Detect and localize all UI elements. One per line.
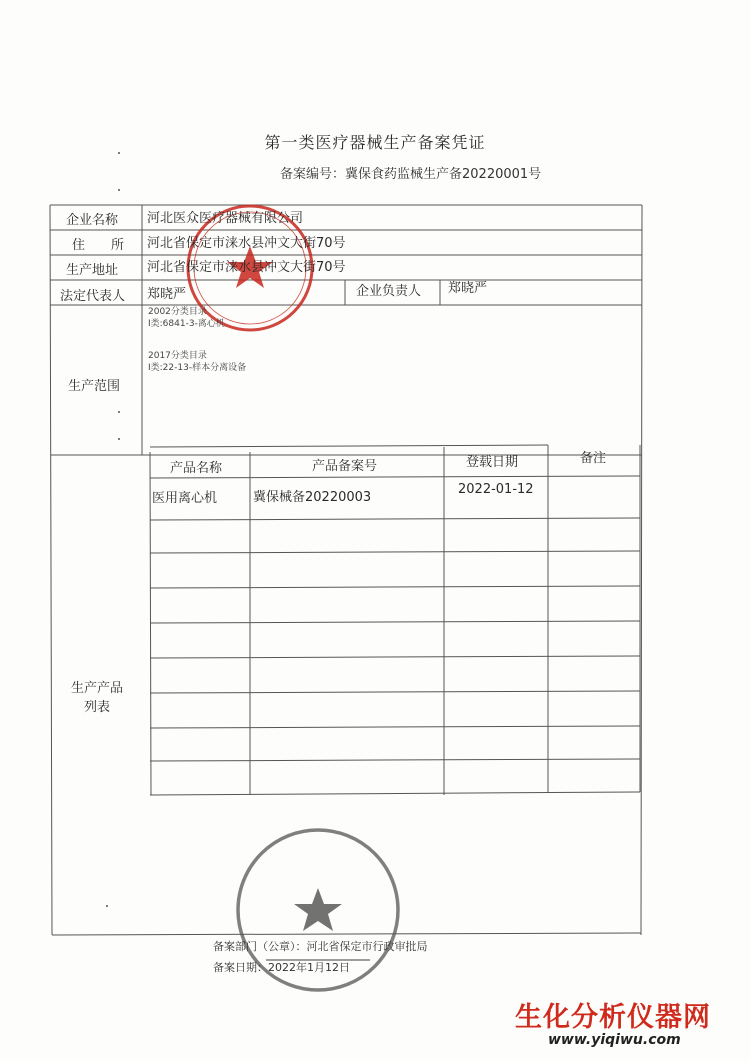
scope-line-4: I类:22-13-样本分离设备 bbox=[148, 363, 247, 373]
header-publish-date: 登载日期 bbox=[466, 455, 519, 470]
document-title: 第一类医疗器械生产备案凭证 bbox=[264, 133, 486, 152]
production-address-value: 河北省保定市涞水县冲文大街70号 bbox=[147, 260, 346, 275]
enterprise-head-label: 企业负责人 bbox=[356, 284, 422, 299]
product-list-label-1: 生产产品 bbox=[71, 681, 124, 696]
scan-speck bbox=[106, 905, 108, 907]
legal-representative-value: 郑晓严 bbox=[147, 287, 187, 302]
site-watermark: 生化分析仪器网 bbox=[515, 1002, 711, 1033]
company-label: 企业名称 bbox=[66, 213, 119, 228]
enterprise-head-value: 郑晓严 bbox=[448, 281, 488, 296]
production-scope-label: 生产范围 bbox=[68, 379, 121, 394]
scan-speck bbox=[118, 411, 120, 413]
scope-line-3: 2017分类目录 bbox=[148, 351, 207, 361]
header-record-number: 产品备案号 bbox=[312, 459, 378, 474]
scope-line-2: I类:6841-3-离心机 bbox=[148, 319, 225, 329]
record-number: 备案编号：冀保食药监械生产备20220001号 bbox=[280, 167, 542, 182]
residence-value: 河北省保定市涞水县冲文大街70号 bbox=[147, 236, 346, 251]
company-value: 河北医众医疗器械有限公司 bbox=[147, 211, 304, 226]
header-remarks: 备注 bbox=[580, 451, 607, 466]
filing-department: 备案部门（公章）：河北省保定市行政审批局 bbox=[213, 940, 428, 953]
row-1-product-name: 医用离心机 bbox=[152, 491, 218, 506]
production-address-label: 生产地址 bbox=[66, 263, 119, 278]
product-list-label-2: 列表 bbox=[84, 700, 111, 715]
scan-speck bbox=[118, 152, 120, 154]
site-url: www.yiqiwu.com bbox=[548, 1032, 681, 1048]
residence-label: 住 所 bbox=[72, 238, 125, 253]
row-1-record-number: 冀保械备20220003 bbox=[253, 490, 372, 505]
legal-representative-label: 法定代表人 bbox=[60, 289, 126, 304]
scope-line-1: 2002分类目录 bbox=[148, 307, 207, 317]
filing-date: 备案日期：2022年1月12日 bbox=[213, 961, 350, 974]
scan-speck bbox=[118, 438, 120, 440]
row-1-date: 2022-01-12 bbox=[458, 482, 534, 497]
scan-speck bbox=[118, 189, 120, 191]
header-product-name: 产品名称 bbox=[170, 461, 223, 476]
